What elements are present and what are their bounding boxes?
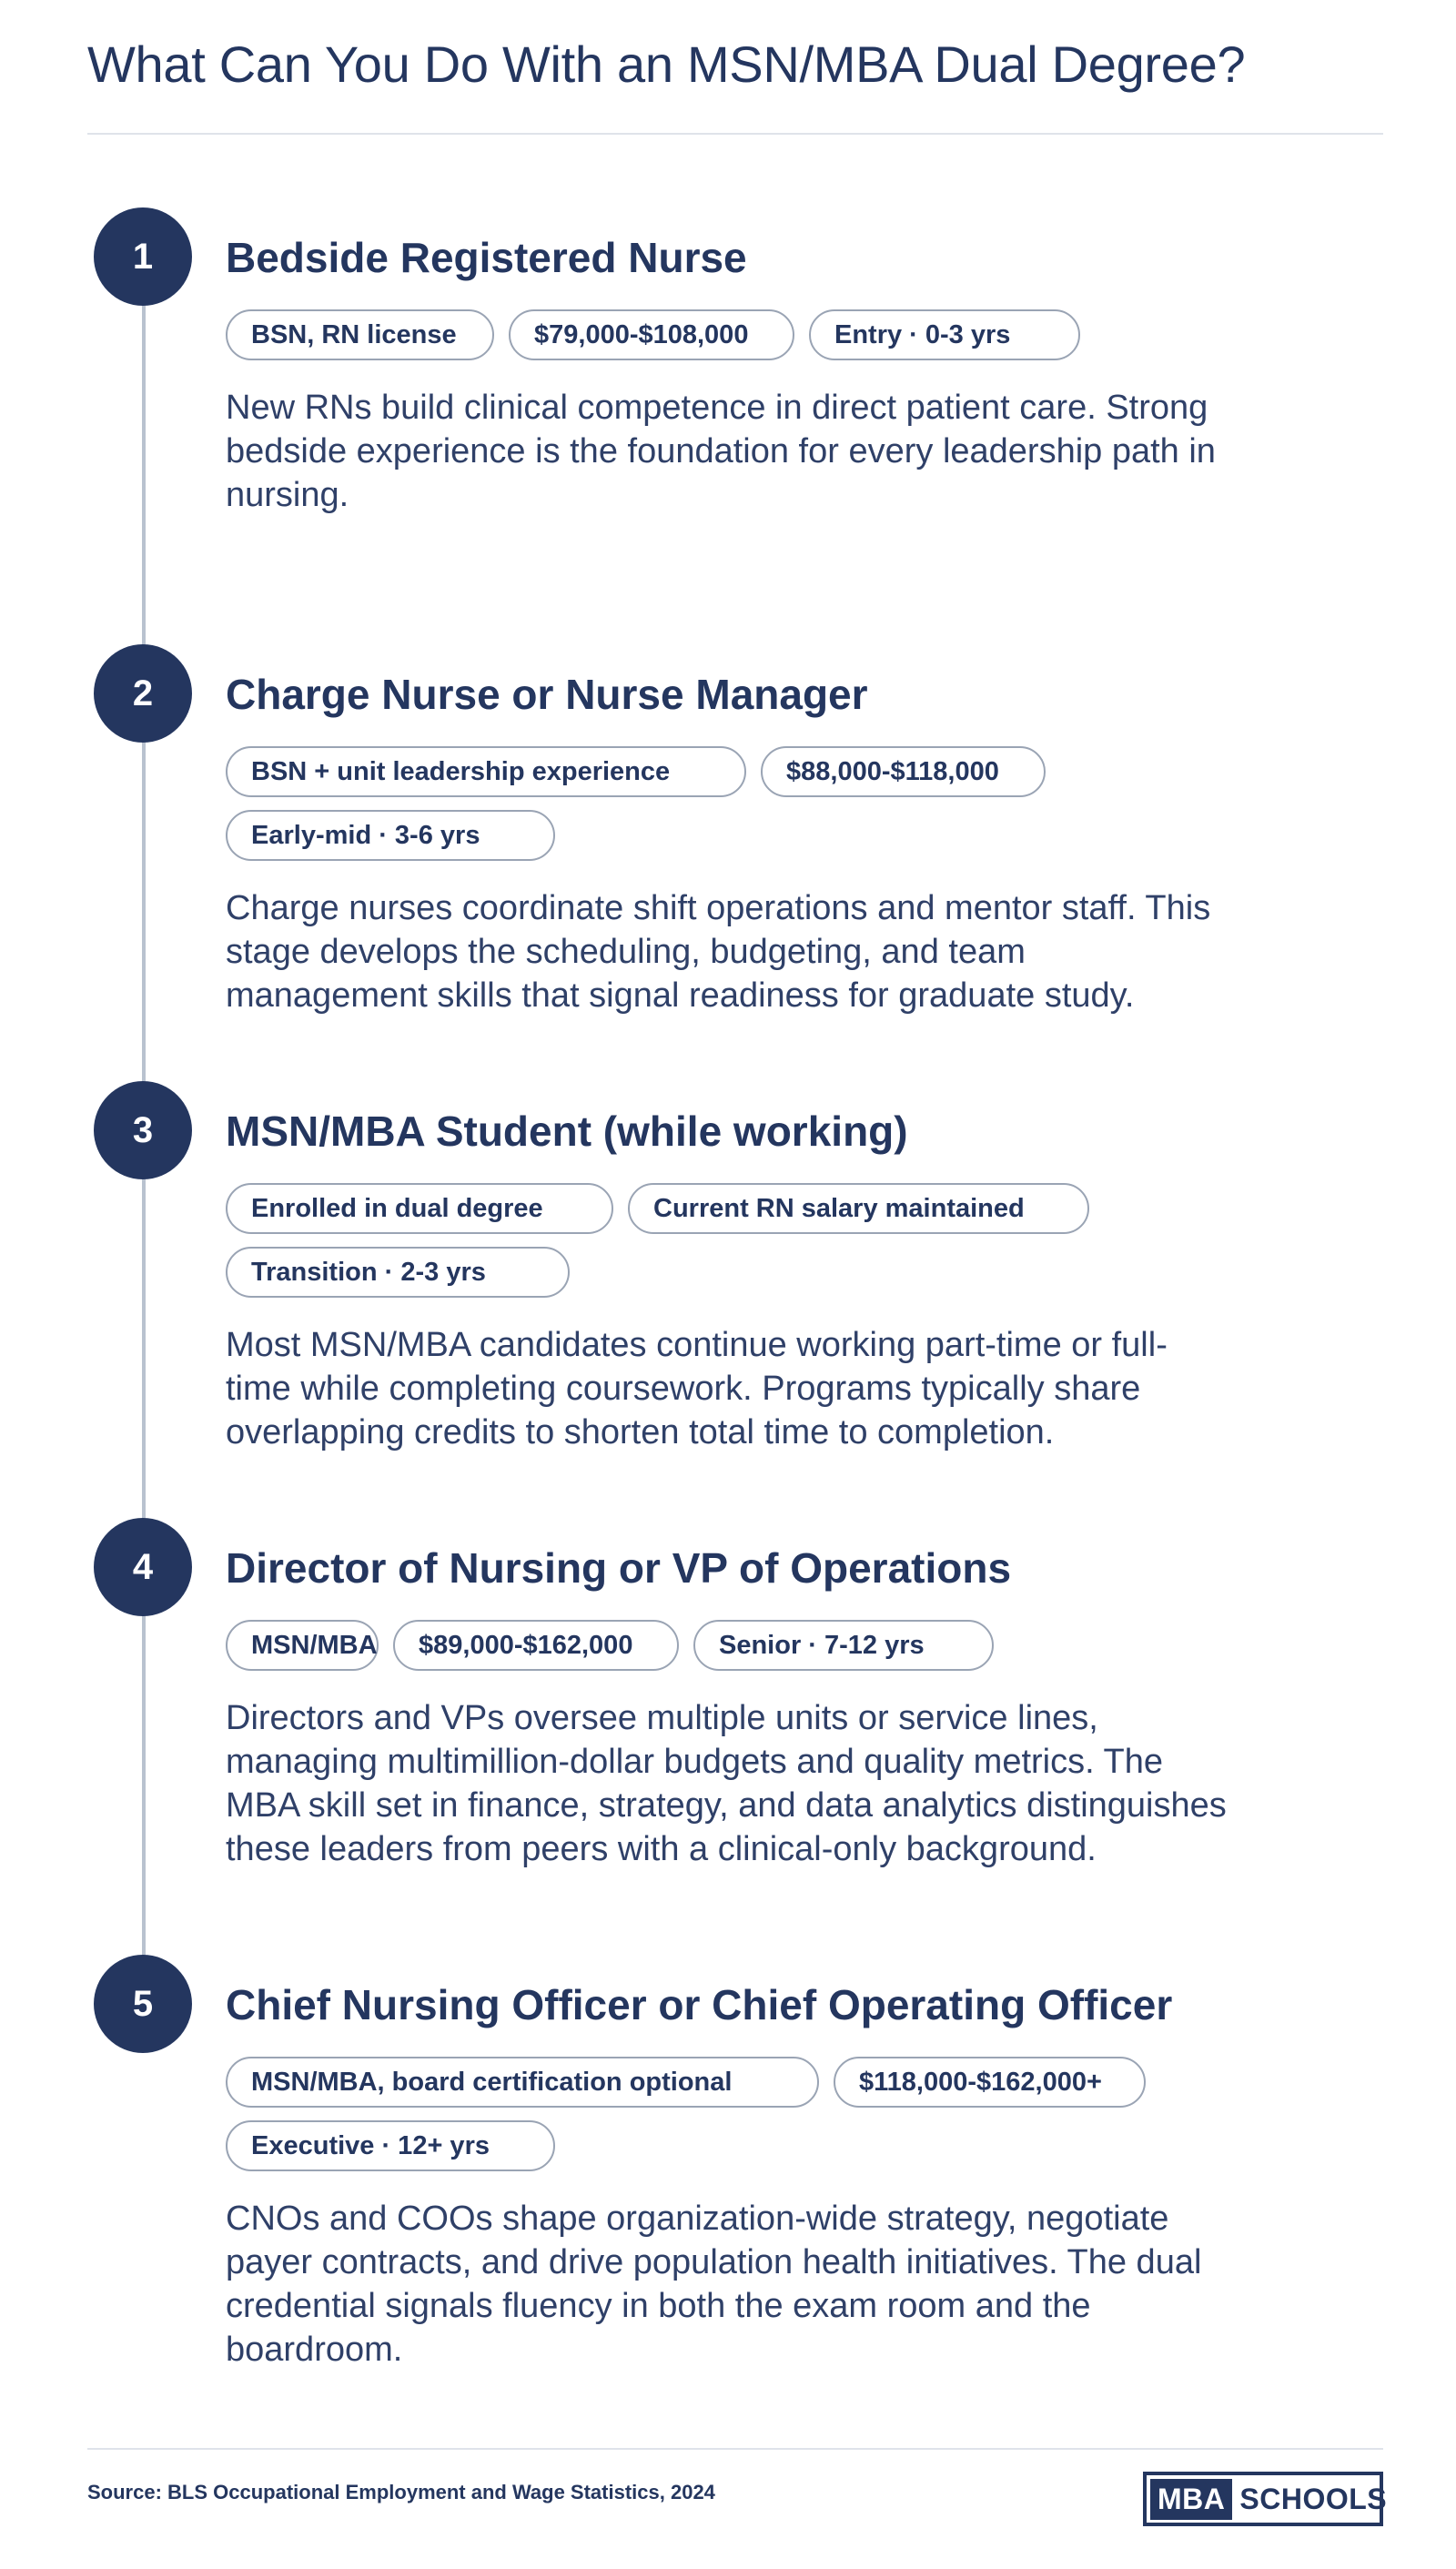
step-description: Charge nurses coordinate shift operations and mentor staff. This stage develops the scheduling, budgeting, and team management skills that signal readiness for graduate study. (226, 889, 1211, 1015)
step-description: CNOs and COOs shape organization-wide strategy, negotiate payer contracts, and drive population health initiatives. The dual credential signals fluency in both the exam room and the boardroom. (226, 2200, 1202, 2369)
tag-education: MSN/MBA (226, 1620, 379, 1671)
step-description: Most MSN/MBA candidates continue working part-time or full-time while completing coursework. Programs typically share overlapping credits to shorten total time to completion. (226, 1326, 1168, 1451)
tag-career-stage: Entry · 0-3 yrs (809, 309, 1080, 360)
tag-education: BSN + unit leadership experience (226, 746, 746, 797)
tag-salary: $118,000-$162,000+ (834, 2057, 1146, 2108)
tag-salary: $88,000-$118,000 (761, 746, 1046, 797)
step-tags (226, 1183, 1172, 1298)
step-tags (226, 309, 1172, 360)
logo-mark: MBA (1150, 2479, 1232, 2520)
step-tags (226, 2057, 1172, 2171)
tag-career-stage: Early-mid · 3-6 yrs (226, 810, 555, 861)
step-tags (226, 746, 1172, 861)
tag-education: BSN, RN license (226, 309, 494, 360)
tag-education: Enrolled in dual degree (226, 1183, 613, 1234)
step-number-badge: 4 (94, 1518, 192, 1616)
step-description: Directors and VPs oversee multiple units or service lines, managing multimillion-dollar budgets and quality metrics. The MBA skill set in finance, strategy, and data analytics distinguishes these leaders from peers with a clinical-only background. (226, 1699, 1227, 1868)
step-title: Director of Nursing or VP of Operations (226, 1544, 1012, 1592)
tag-career-stage: Transition · 2-3 yrs (226, 1247, 570, 1298)
step-description: New RNs build clinical competence in direct patient care. Strong bedside experience is the foundation for every leadership path in nursing. (226, 389, 1216, 514)
step-number-badge: 5 (94, 1955, 192, 2053)
tag-salary: Current RN salary maintained (628, 1183, 1089, 1234)
step-number-badge: 1 (94, 207, 192, 306)
tag-salary: $79,000-$108,000 (509, 309, 794, 360)
step-number-badge: 2 (94, 644, 192, 743)
header-divider (87, 133, 1383, 135)
step-title: Chief Nursing Officer or Chief Operating Officer (226, 1981, 1173, 2028)
tag-education: MSN/MBA, board certification optional (226, 2057, 819, 2108)
tag-career-stage: Senior · 7-12 yrs (693, 1620, 994, 1671)
step-title: Bedside Registered Nurse (226, 234, 747, 281)
step-title: MSN/MBA Student (while working) (226, 1108, 908, 1155)
logo-wordmark: SCHOOLS (1239, 2482, 1388, 2515)
source-note: Source: BLS Occupational Employment and Wage Statistics, 2024 (87, 2481, 715, 2503)
mba-schools-logo (1143, 2472, 1388, 2526)
footer-divider (87, 2448, 1383, 2450)
page-title: What Can You Do With an MSN/MBA Dual Degree? (87, 35, 1246, 93)
tag-salary: $89,000-$162,000 (393, 1620, 679, 1671)
step-tags (226, 1620, 1172, 1671)
step-title: Charge Nurse or Nurse Manager (226, 671, 868, 718)
step-number-badge: 3 (94, 1081, 192, 1179)
tag-career-stage: Executive · 12+ yrs (226, 2120, 555, 2171)
